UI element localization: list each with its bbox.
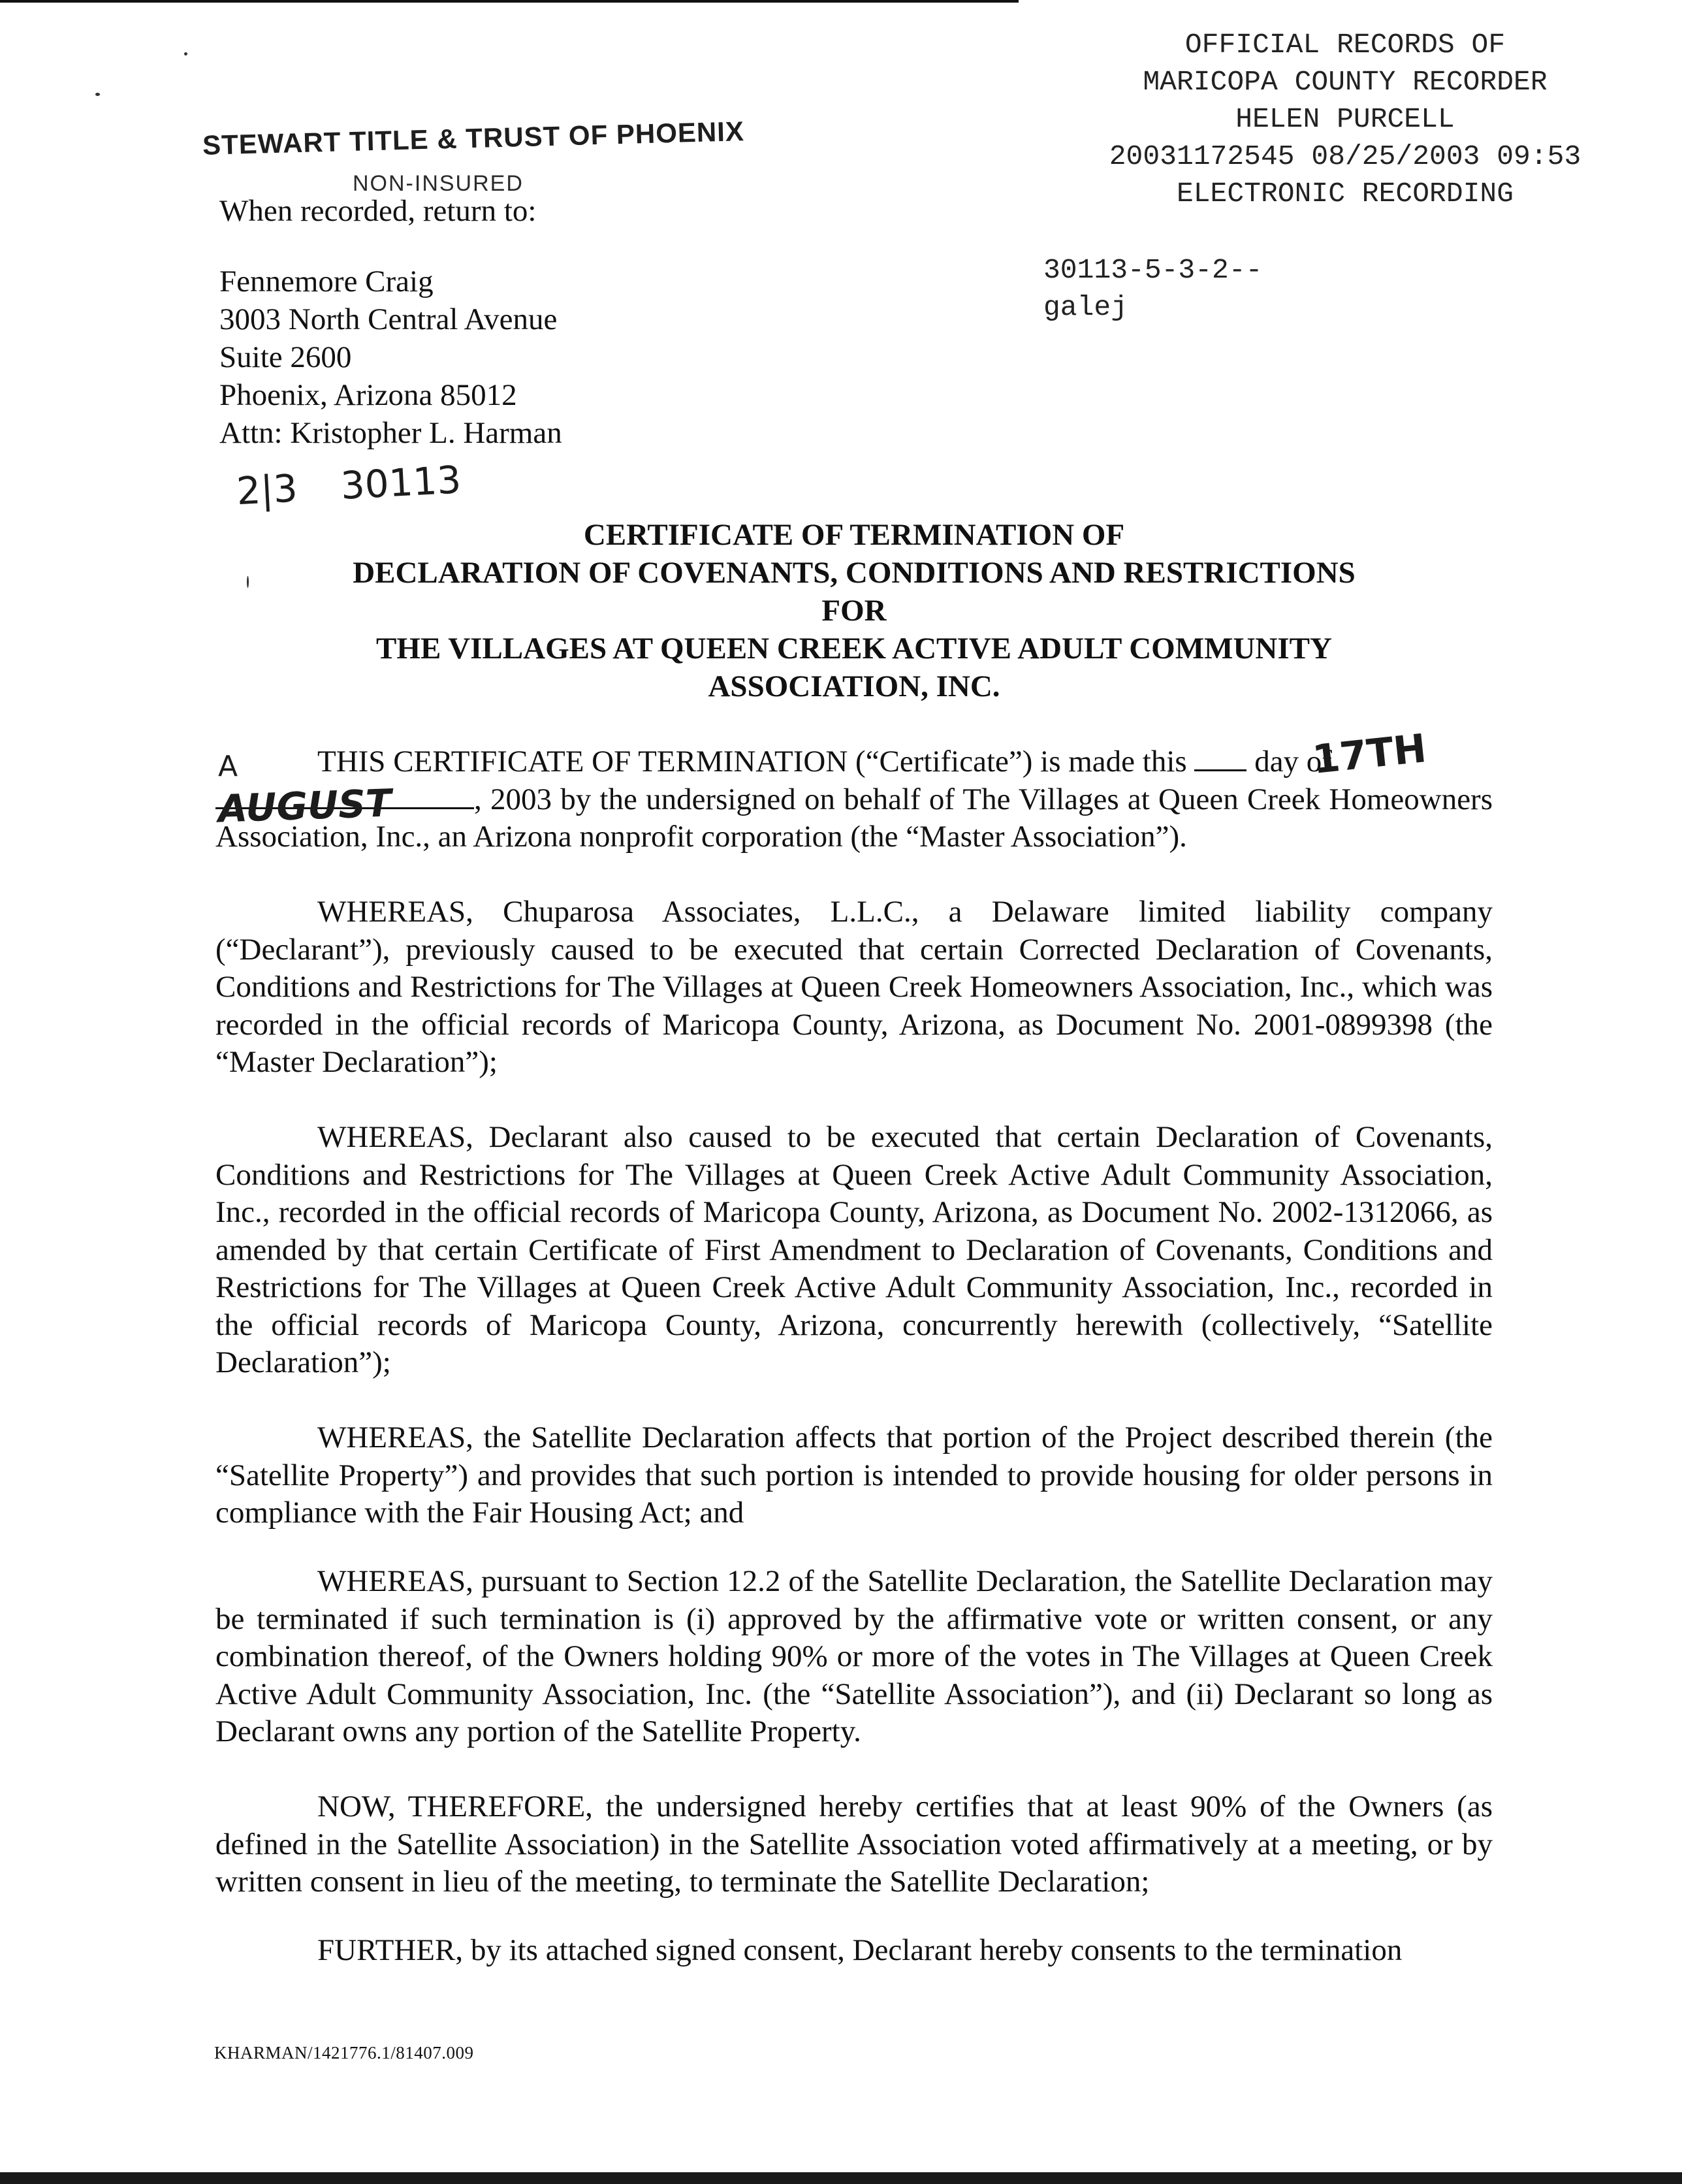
certification-paragraph: NOW, THEREFORE, the undersigned hereby certifies that at least 90% of the Owners (as defined in the Satellite Association) in the Satellite Association voted affirmatively at a meeting, or by written consent in lieu of the meeting, to terminate the Satellite Declaration; <box>215 1790 1493 1899</box>
handwritten-month: AUGUST <box>217 780 392 831</box>
recorder-line: ELECTRONIC RECORDING <box>1176 178 1514 210</box>
scan-speck <box>184 52 187 56</box>
handwritten-file-number: 30113 <box>340 457 462 508</box>
recital-paragraph: WHEREAS, pursuant to Section 12.2 of the Satellite Declaration, the Satellite Declaration may be terminated if such termination is (i) approved by the affirmative vote or written consent, or any combination thereof, of the Owners holding 90% or more of the votes in The Villages at Queen Creek Active Adult Community Association, Inc. (the “Satellite Association”), and (ii) Declarant so long as Declarant owns any portion of the Satellite Property. <box>215 1564 1493 1748</box>
recital-paragraph: WHEREAS, Chuparosa Associates, L.L.C., a Delaware limited liability company (“Declarant”), previously caused to be executed that certain Corrected Declaration of Covenants, Conditions and Restrictions for The Villages at Queen Creek Homeowners Association, Inc., which was recorded in the official records of Maricopa County, Arizona, as Document No. 2001-0899398 (the “Master Declaration”); <box>215 895 1493 1079</box>
footer-doc-id: KHARMAN/1421776.1/81407.009 <box>214 2043 474 2063</box>
recorder-reference <box>1043 251 1262 326</box>
intro-paragraph <box>215 743 1493 856</box>
recital-paragraph: WHEREAS, Declarant also caused to be executed that certain Declaration of Covenants, Conditions and Restrictions for The Villages at Queen Creek Active Adult Community Association, Inc., recorded in the official records of Maricopa County, Arizona, as Document No. 2002-1312066, as amended by that certain Certificate of First Amendment to Declaration of Covenants, Conditions and Restrictions for The Villages at Queen Creek Active Adult Community Association, Inc., recorded in the official records of Maricopa County, Arizona, concurrently herewith (collectively, “Satellite Declaration”); <box>215 1120 1493 1379</box>
reference-code: 30113-5-3-2-- <box>1043 254 1263 286</box>
address-line: Attn: Kristopher L. Harman <box>219 416 562 450</box>
address-line: Fennemore Craig <box>219 265 434 298</box>
consent-paragraph: FURTHER, by its attached signed consent, Declarant hereby consents to the termination <box>317 1933 1403 1967</box>
title-company-stamp: STEWART TITLE & TRUST OF PHOENIX <box>202 116 745 161</box>
handwritten-day: 17TH <box>1310 726 1429 783</box>
title-line: CERTIFICATE OF TERMINATION OF <box>583 518 1125 552</box>
title-line: FOR <box>821 594 887 628</box>
address-line: Suite 2600 <box>219 340 352 374</box>
title-line: THE VILLAGES AT QUEEN CREEK ACTIVE ADULT COMMUNITY <box>376 632 1332 666</box>
handwritten-initial: A <box>218 750 238 783</box>
non-insured-stamp: NON-INSURED <box>353 171 524 196</box>
clerk-id: galej <box>1043 291 1128 323</box>
intro-text: day of <box>1246 745 1332 779</box>
handwritten-page-ref: 2|3 <box>235 466 299 514</box>
scan-speck <box>95 93 100 96</box>
handwritten-reference <box>235 456 493 513</box>
intro-text: , 2003 by the undersigned on behalf of The Villages at Queen Creek Homeowners Association, Inc., an Arizona nonprofit corporation (the “Master Association”). <box>215 782 1493 854</box>
scan-bottom-edge <box>0 2172 1682 2184</box>
scan-top-rule <box>0 0 1019 3</box>
title-line: ASSOCIATION, INC. <box>708 669 1000 703</box>
recorder-line: MARICOPA COUNTY RECORDER <box>1143 66 1547 98</box>
recorder-stamp <box>1038 26 1652 212</box>
return-label: When recorded, return to: <box>219 194 537 228</box>
title-line: DECLARATION OF COVENANTS, CONDITIONS AND RESTRICTIONS <box>353 556 1356 590</box>
address-line: Phoenix, Arizona 85012 <box>219 378 517 412</box>
recorder-line: OFFICIAL RECORDS OF <box>1184 29 1506 61</box>
address-line: 3003 North Central Avenue <box>219 302 558 336</box>
intro-text: THIS CERTIFICATE OF TERMINATION (“Certificate”) is made this <box>317 745 1195 779</box>
day-blank <box>1194 769 1246 771</box>
document-title <box>215 516 1493 705</box>
recital-paragraph: WHEREAS, the Satellite Declaration affects that portion of the Project described therein (the “Satellite Property”) and provides that such portion is intended to provide housing for older persons in compliance with the Fair Housing Act; and <box>215 1421 1493 1530</box>
return-address <box>219 263 562 452</box>
recording-number: 20031172545 08/25/2003 09:53 <box>1109 140 1581 172</box>
recorder-line: HELEN PURCELL <box>1235 103 1455 135</box>
